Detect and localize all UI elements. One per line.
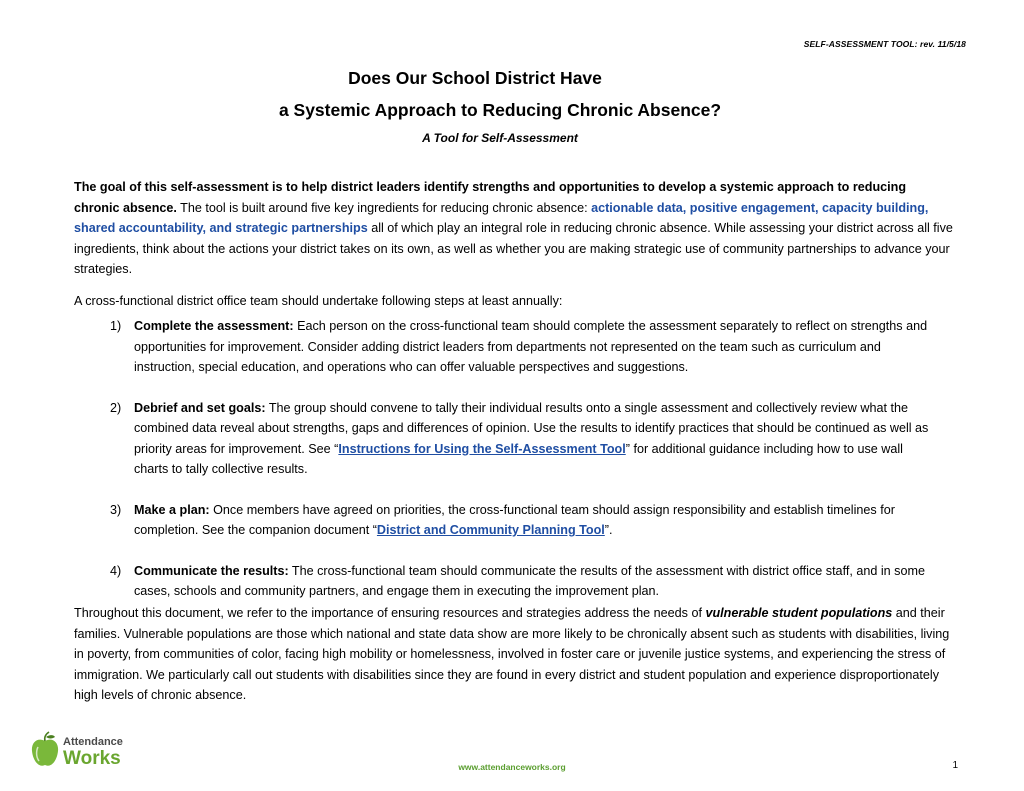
logo-text-top: Attendance bbox=[63, 736, 123, 748]
step-item-plan bbox=[110, 500, 940, 541]
step-text: The cross-functional team should communicate the results of the assessment with district office staff, and in some cases, schools and community partners, and engage them in executing the improvement plan. bbox=[134, 563, 925, 598]
step-title: Make a plan: bbox=[134, 502, 210, 517]
step-title: Communicate the results: bbox=[134, 563, 289, 578]
closing-paragraph bbox=[74, 603, 954, 706]
page-title-line-1: Does Our School District Have bbox=[348, 68, 602, 88]
step-number: 3) bbox=[110, 502, 122, 517]
step-title: Complete the assessment: bbox=[134, 319, 294, 333]
revision-label: SELF-ASSESSMENT TOOL: rev. 11/5/18 bbox=[803, 39, 966, 49]
footer-url[interactable]: www.attendanceworks.org bbox=[458, 762, 566, 772]
intro-bold-text: The goal of this self-assessment is to help district leaders identify strengths and opportunities to develop a systemic approach to reducing chronic absence. bbox=[74, 180, 907, 215]
step-item-debrief bbox=[110, 398, 940, 480]
planning-tool-link[interactable]: District and Community Planning Tool bbox=[376, 523, 605, 537]
ingredients-list: actionable data, positive engagement, capacity building, shared accountability, and strategic partnerships bbox=[74, 200, 929, 235]
step-text: Once members have agreed on priorities, the cross-functional team should assign responsibility and establish timelines for completion. See the companion document “ bbox=[134, 502, 895, 537]
step-item-communicate bbox=[110, 561, 940, 602]
page-title-line-2: a Systemic Approach to Reducing Chronic Absence? bbox=[278, 100, 722, 120]
step-number: 1) bbox=[110, 319, 122, 333]
instructions-link[interactable]: Instructions for Using the Self-Assessment Tool bbox=[338, 441, 626, 456]
step-text-after: ” for additional guidance including how to use wall charts to tally collective results. bbox=[134, 441, 903, 476]
page-number: 1 bbox=[952, 760, 958, 771]
intro-paragraph bbox=[74, 177, 954, 280]
closing-start: Throughout this document, we refer to the importance of ensuring resources and strategies address the needs of bbox=[74, 606, 706, 620]
steps-intro: A cross-functional district office team should undertake following steps at least annually: bbox=[74, 294, 563, 308]
steps-list bbox=[110, 316, 940, 622]
logo-text-bottom: Works bbox=[63, 748, 121, 769]
step-text: Each person on the cross-functional team should complete the assessment separately to reflect on strengths and opportunities for improvement. Consider adding district leaders from departments not represented on the team such as curriculum and instruction, special education, and operations who can offer valuable perspectives and suggestions. bbox=[134, 319, 928, 374]
step-text-after: ”. bbox=[604, 523, 613, 537]
page-subtitle: A Tool for Self-Assessment bbox=[422, 131, 578, 145]
step-item-complete bbox=[110, 316, 940, 378]
step-text: The group should convene to tally their individual results onto a single assessment and collectively review what the combined data reveal about strengths, gaps and differences of opinion. Use the results to identify practices that should be continued as well as priority areas for improvement. See “ bbox=[134, 400, 929, 456]
step-number: 2) bbox=[110, 400, 122, 415]
closing-end: and their families. Vulnerable populations are those which national and state data show are more likely to be chronically absent such as students with disabilities, living in poverty, from communities of color, facing high mobility or homelessness, involved in foster care or juvenile justice systems, and experiencing the stress of immigration. We particularly call out students with disabilities since they are found in every district and student population and experience disproportionately high levels of chronic absence. bbox=[74, 606, 950, 702]
intro-mid-text: The tool is built around five key ingredients for reducing chronic absence: bbox=[176, 200, 592, 215]
step-title: Debrief and set goals: bbox=[134, 400, 266, 415]
vulnerable-populations-emphasis: vulnerable student populations bbox=[705, 606, 893, 620]
intro-end-text: all of which play an integral role in reducing chronic absence. While assessing your district across all five ingredients, think about the actions your district takes on its own, as well as whether you are making strategic use of community partnerships to advance your strategies. bbox=[74, 221, 953, 276]
step-number: 4) bbox=[110, 563, 122, 578]
